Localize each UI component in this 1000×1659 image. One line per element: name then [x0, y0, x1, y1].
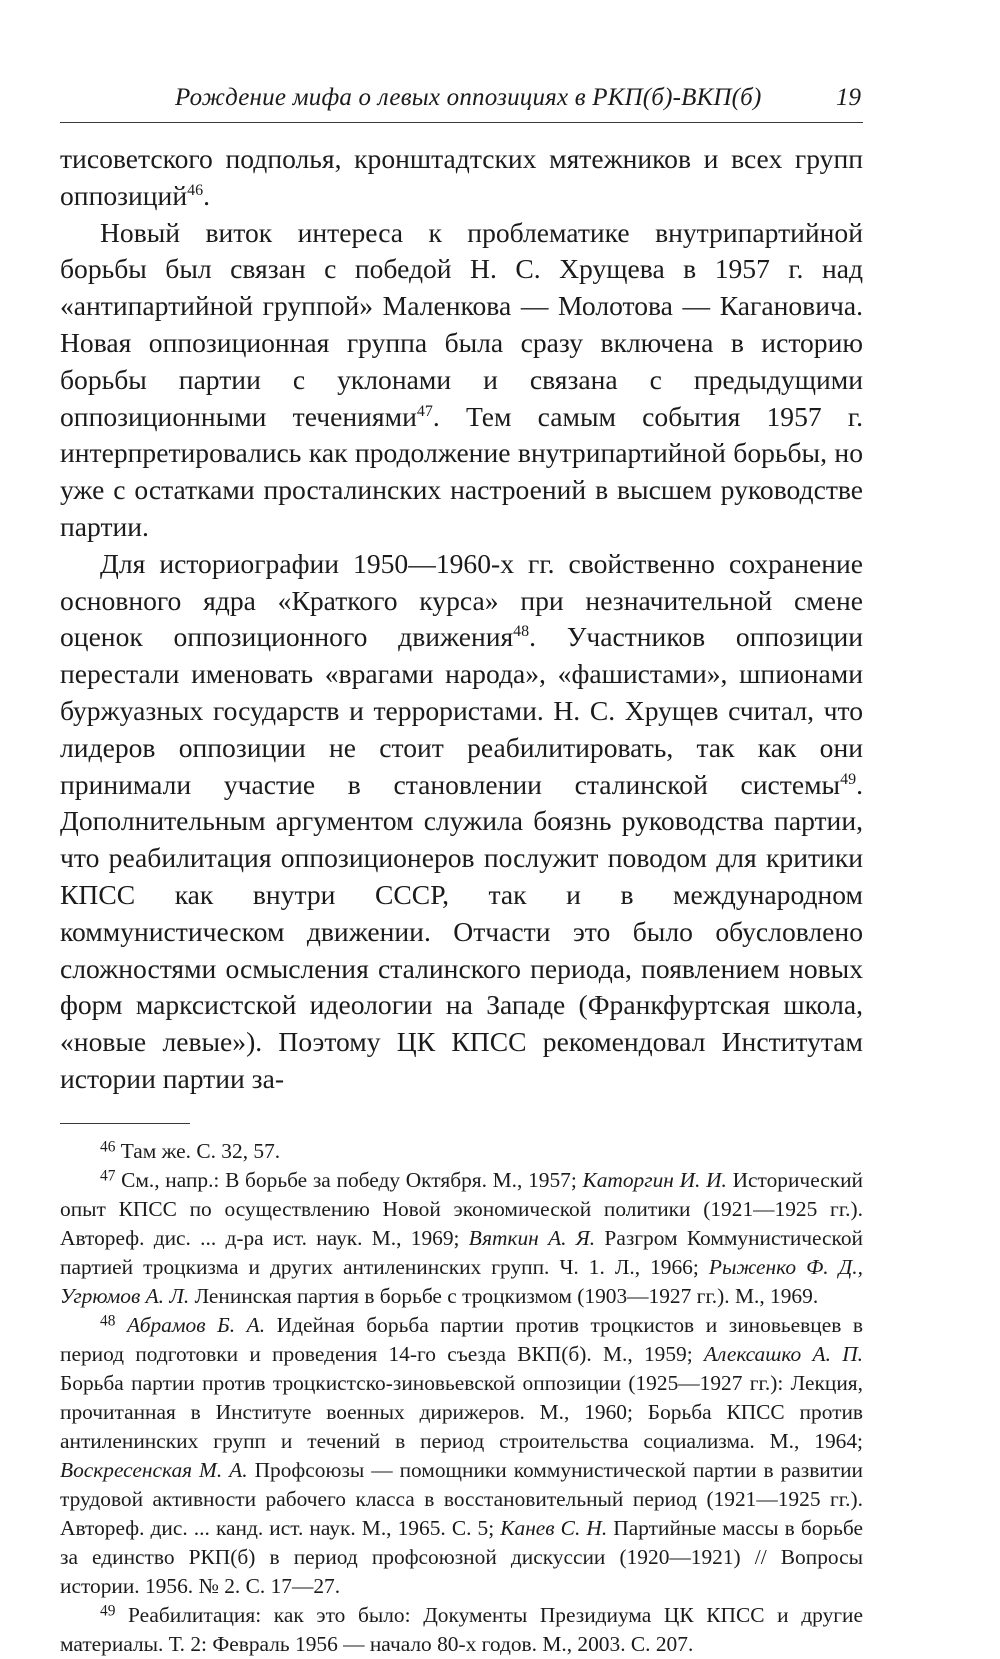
footnote-text: Идейная борьба партии против троцкистов и зиновьевцев в период подготовки и проведения 14-го съезда ВКП(б). М., 1959;	[60, 1312, 863, 1366]
footnote-author: Каторгин И. И.	[582, 1167, 727, 1192]
paragraph-1	[60, 141, 863, 215]
footnotes	[60, 1137, 863, 1659]
footnote-ref-49: 49	[840, 770, 857, 788]
footnote-49	[60, 1601, 863, 1659]
footnote-ref-47: 47	[416, 402, 433, 420]
paragraph-3	[60, 546, 863, 1098]
footnote-text: Разгром Коммунистической партией троцкизма и других антиленинских групп. Ч. 1. Л., 1966;	[60, 1225, 863, 1279]
paragraph-3-end: . Дополнительным аргументом служила боязнь руководства партии, что реабилитация оппозиционеров послужит поводом для критики КПСС как внутри СССР, так и в международном коммунистическом движении. Отчасти это было обусловлено сложностями осмысления сталинского периода, появлением новых форм марксистской идеологии на Западе (Франкфуртская школа, «новые левые»). Поэтому ЦК КПСС рекомендовал Институтам истории партии за-	[60, 768, 863, 1094]
running-header	[60, 78, 863, 123]
footnote-text: Исторический опыт КПСС по осуществлению Новой экономической политики (1921—1925 гг.). Автореф. дис. ... д-ра ист. наук. М., 1969;	[60, 1167, 864, 1250]
page-number: 19	[836, 84, 861, 111]
footnote-text: Реабилитация: как это было: Документы Президиума ЦК КПСС и другие материалы. Т. 2: Февраль 1956 — начало 80-х годов. М., 2003. С. 207.	[60, 1602, 863, 1656]
footnote-number: 48	[100, 1312, 116, 1330]
footnote-text: Ленинская партия в борьбе с троцкизмом (1903—1927 гг.). М., 1969.	[189, 1283, 819, 1308]
footnote-author: Вяткин А. Я.	[468, 1225, 596, 1250]
paragraph-3-text: Для историографии 1950—1960-х гг. свойственно сохранение основного ядра «Краткого курса» при незначительной смене оценок оппозиционного движения	[60, 547, 863, 653]
footnote-author: Алексашко А. П.	[703, 1341, 864, 1366]
footnote-ref-46: 46	[187, 181, 204, 199]
footnote-number: 46	[100, 1138, 116, 1156]
paragraph-3-mid: . Участников оппозиции перестали именовать «врагами народа», «фашистами», шпионами буржуазных государств и террористами. Н. С. Хрущев считал, что лидеров оппозиции не стоит реабилитировать, так как они принимали участие в становлении сталинской системы	[60, 621, 863, 800]
footnote-text: Там же. С. 32, 57.	[115, 1138, 281, 1163]
footnote-text: Партийные массы в борьбе за единство РКП(б) в период профсоюзной дискуссии (1920—1921) // Вопросы истории. 1956. № 2. С. 17—27.	[60, 1515, 863, 1598]
footnote-text: См., напр.: В борьбе за победу Октября. М., 1957;	[115, 1167, 583, 1192]
running-title: Рождение мифа о левых оппозициях в РКП(б)-ВКП(б)	[175, 84, 762, 111]
paragraph-2-end: . Тем самым события 1957 г. интерпретировались как продолжение внутрипартийной борьбы, но уже с остатками просталинских настроений в высшем руководстве партии.	[60, 400, 863, 542]
footnote-text: Профсоюзы — помощники коммунистической партии в развитии трудовой активности рабочего класса в восстановительный период (1921—1925 гг.). Автореф. дис. ... канд. ист. наук. М., 1965. С. 5;	[60, 1457, 863, 1540]
main-text	[60, 141, 863, 1098]
footnote-text: Борьба партии против троцкистско-зиновьевской оппозиции (1925—1927 гг.): Лекция, прочитанная в Институте военных дирижеров. М., 1960; Борьба КПСС против антиленинских групп и течений в период строительства социализма. М., 1964;	[60, 1370, 863, 1453]
paragraph-1-end: .	[203, 179, 211, 211]
footnote-author: Канев С. Н.	[500, 1515, 608, 1540]
footnote-46	[60, 1137, 863, 1166]
footnote-number: 47	[100, 1167, 116, 1185]
footnote-author: Воскресенская М. А.	[60, 1457, 248, 1482]
footnote-divider	[60, 1123, 190, 1124]
footnote-47	[60, 1166, 863, 1311]
paragraph-1-text: тисоветского подполья, кронштадтских мятежников и всех групп оппозиций	[60, 143, 863, 211]
paragraph-2	[60, 215, 863, 546]
footnote-author: Рыженко Ф. Д., Угрюмов А. Л.	[60, 1254, 863, 1308]
paragraph-2-text: Новый виток интереса к проблематике внутрипартийной борьбы был связан с победой Н. С. Хрущева в 1957 г. над «антипартийной группой» Маленкова — Молотова — Кагановича. Новая оппозиционная группа была сразу включена в историю борьбы партии с уклонами и связана с предыдущими оппозиционными течениями	[60, 216, 863, 432]
footnote-number: 49	[100, 1602, 116, 1620]
footnote-ref-48: 48	[513, 623, 530, 641]
footnote-author: Абрамов Б. А.	[115, 1312, 266, 1337]
footnote-48	[60, 1311, 863, 1601]
book-page	[60, 78, 863, 1659]
